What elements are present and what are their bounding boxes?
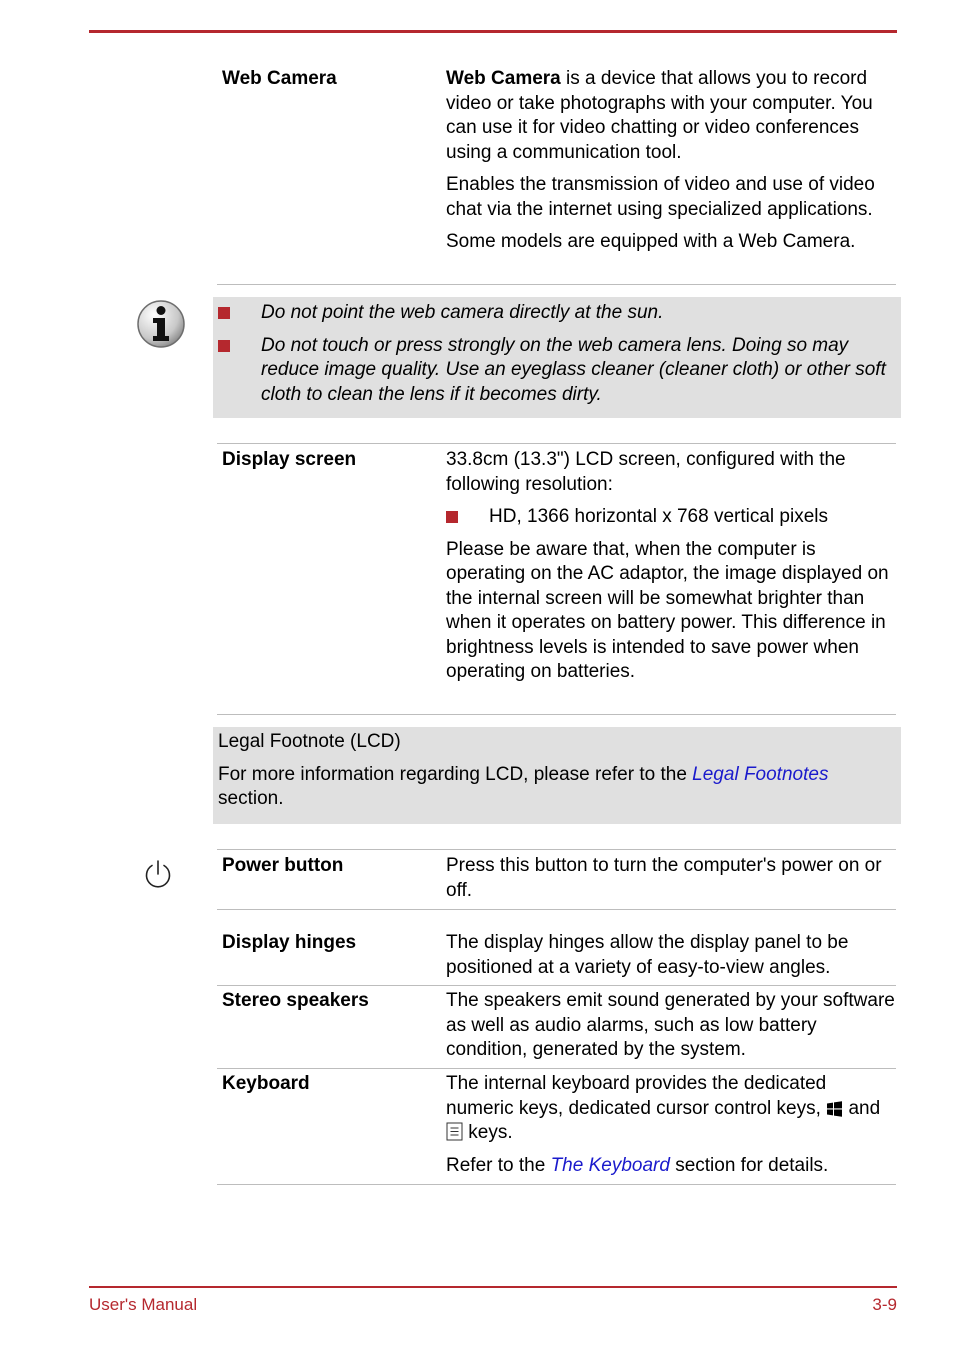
camera-warning-list (213, 301, 901, 407)
web-camera-paragraph-3: Some models are equipped with a Web Camera. (446, 231, 856, 252)
list-item (446, 505, 896, 530)
desc-stereo-speakers: The speakers emit sound generated by your software as well as audio alarms, such as low battery condition, generated by the system. (446, 990, 895, 1060)
term-display-hinges: Display hinges (222, 932, 357, 953)
divider (217, 284, 896, 285)
legal-footnote-text (218, 763, 877, 812)
legal-footnote-title: Legal Footnote (LCD) (218, 731, 401, 752)
legal-footnotes-link[interactable]: Legal Footnotes (692, 763, 829, 785)
term-keyboard: Keyboard (222, 1073, 310, 1094)
footer-page-number: 3-9 (872, 1295, 897, 1314)
bullet-square (218, 340, 230, 352)
footer-rule (89, 1286, 897, 1288)
term-display-screen: Display screen (222, 449, 357, 470)
desc-web-camera (446, 67, 896, 263)
keyboard-text-b: and (843, 1097, 881, 1119)
camera-warning-note (213, 297, 901, 418)
term-power-button: Power button (222, 855, 344, 876)
desc-display-screen (446, 448, 896, 693)
keyboard-ref-before: Refer to the (446, 1154, 551, 1176)
the-keyboard-link[interactable]: The Keyboard (550, 1154, 670, 1176)
web-camera-text: is a device that allows you to record video or take photographs with your computer. You can use it for video chatting or video conferences using a communication tool. (446, 68, 873, 163)
web-camera-bold: Web Camera (446, 68, 561, 89)
display-screen-paragraph-1: 33.8cm (13.3") LCD screen, configured with the following resolution: (446, 449, 846, 495)
keyboard-ref-after: section for details. (669, 1154, 829, 1176)
keyboard-text-a: The internal keyboard provides the dedicated numeric keys, dedicated cursor control keys, (446, 1073, 827, 1119)
bullet-square (218, 307, 230, 319)
list-item-text: Do not point the web camera directly at the sun. (261, 302, 664, 323)
footer-manual-title: User's Manual (89, 1295, 198, 1314)
divider (217, 443, 896, 444)
legal-footnote-note (213, 727, 901, 824)
list-item-text: HD, 1366 horizontal x 768 vertical pixels (489, 506, 829, 527)
divider (217, 985, 896, 986)
power-icon (143, 859, 173, 891)
divider (217, 909, 896, 910)
desc-display-hinges: The display hinges allow the display panel to be positioned at a variety of easy-to-view angles. (446, 932, 849, 978)
bullet-square (446, 511, 458, 523)
divider (217, 714, 896, 715)
display-screen-paragraph-2: Please be aware that, when the computer is operating on the AC adaptor, the image displayed on the internal screen will be somewhat brighter than when it operates on battery power. This difference in brightness levels is intended to save power when operating on batteries. (446, 538, 889, 682)
term-stereo-speakers: Stereo speakers (222, 990, 369, 1011)
divider (217, 849, 896, 850)
web-camera-paragraph-2: Enables the transmission of video and use of video chat via the internet using specialized applications. (446, 174, 875, 220)
desc-power-button: Press this button to turn the computer's power on or off. (446, 855, 882, 901)
legal-text-after: section. (218, 788, 284, 809)
divider (217, 1184, 896, 1185)
application-key-icon (446, 1122, 463, 1141)
header-rule (89, 30, 897, 33)
info-icon (136, 299, 186, 349)
term-web-camera: Web Camera (222, 68, 337, 89)
list-item (213, 301, 901, 326)
list-item (213, 334, 901, 408)
legal-text-before: For more information regarding LCD, please refer to the (218, 763, 693, 785)
keyboard-text-c: keys. (463, 1122, 513, 1143)
desc-keyboard (446, 1072, 896, 1186)
web-camera-paragraph-1 (446, 67, 896, 165)
keyboard-paragraph-1 (446, 1072, 896, 1146)
windows-key-icon (826, 1101, 843, 1117)
divider (217, 1068, 896, 1069)
list-item-text: Do not touch or press strongly on the web camera lens. Doing so may reduce image quality. Use an eyeglass cleaner (cleaner cloth) or other soft cloth to clean the lens if it becomes dirty. (261, 334, 886, 405)
keyboard-paragraph-2 (446, 1154, 896, 1179)
